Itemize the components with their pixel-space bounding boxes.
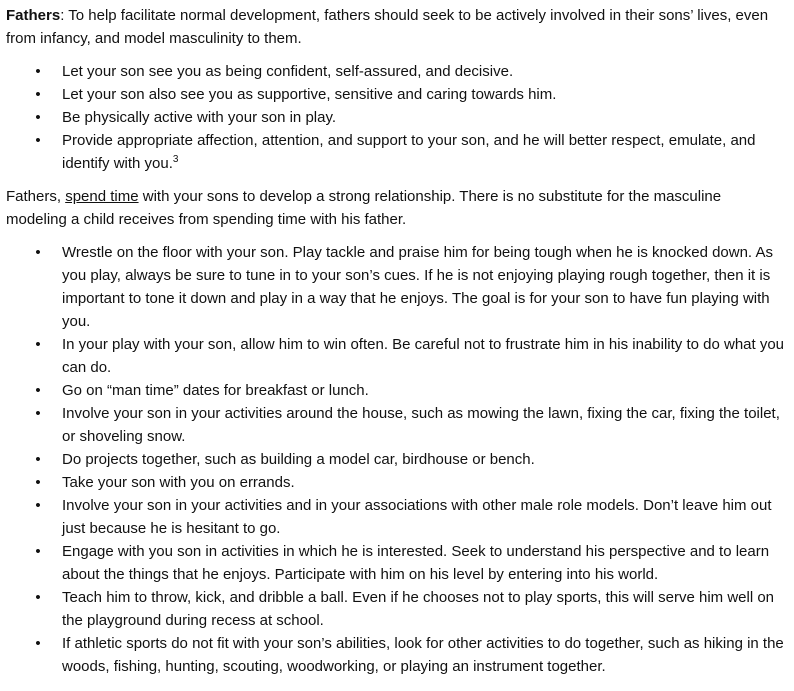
list-item-text: Do projects together, such as building a model car, birdhouse or bench. xyxy=(62,451,535,468)
list-item xyxy=(6,632,786,678)
list-item-text: Wrestle on the floor with your son. Play tackle and praise him for being tough when he is knocked down. As you play, always be sure to tune in to your son’s cues. If he is not enjoying playing rough together, then it is important to tone it down and play in a way that he enjoys. The goal is for your son to have fun playing with you. xyxy=(62,244,773,330)
list-item-text: Teach him to throw, kick, and dribble a ball. Even if he chooses not to play sports, this will serve him well on the playground during recess at school. xyxy=(62,589,775,629)
list-item xyxy=(6,540,786,586)
spend-time-after: with your sons to develop a strong relationship. There is no substitute for the masculine modeling a child receives from spending time with his father. xyxy=(6,188,722,228)
intro-text: : To help facilitate normal development, fathers should seek to be actively involved in their sons’ lives, even from infancy, and model masculinity to them. xyxy=(6,7,769,47)
bullet-list-1 xyxy=(6,60,786,175)
bullet-icon: • xyxy=(35,451,41,468)
list-item-text: Involve your son in your activities and in your associations with other male role models. Don’t leave him out just because he is hesitant to go. xyxy=(62,497,772,537)
list-item-text: Involve your son in your activities around the house, such as mowing the lawn, fixing the car, fixing the toilet, or shoveling snow. xyxy=(62,405,780,445)
bullet-icon: • xyxy=(35,497,41,514)
list-item xyxy=(6,448,786,471)
spend-time-before: Fathers, xyxy=(6,188,66,205)
bullet-icon: • xyxy=(35,86,41,103)
bullet-icon: • xyxy=(35,336,41,353)
list-item xyxy=(6,241,786,333)
intro-paragraph xyxy=(6,4,786,50)
bullet-icon: • xyxy=(35,589,41,606)
list-item xyxy=(6,494,786,540)
list-item xyxy=(6,83,786,106)
fathers-heading: Fathers xyxy=(6,7,61,24)
bullet-icon: • xyxy=(35,63,41,80)
list-item-text: In your play with your son, allow him to win often. Be careful not to frustrate him in his inability to do what you can do. xyxy=(62,336,785,376)
list-item-text: Take your son with you on errands. xyxy=(62,474,295,491)
list-item-text: Be physically active with your son in play. xyxy=(62,109,337,126)
bullet-list-2 xyxy=(6,241,786,678)
list-item-text: Provide appropriate affection, attention, and support to your son, and he will better respect, emulate, and identify with you. xyxy=(62,132,756,172)
bullet-icon: • xyxy=(35,244,41,261)
footnote-marker: 3 xyxy=(172,154,179,165)
list-item xyxy=(6,106,786,129)
list-item-text: If athletic sports do not fit with your son’s abilities, look for other activities to do together, such as hiking in the woods, fishing, hunting, scouting, woodworking, or playing an instrument together. xyxy=(62,635,784,675)
list-item xyxy=(6,333,786,379)
list-item xyxy=(6,471,786,494)
list-item xyxy=(6,379,786,402)
list-item-text: Let your son see you as being confident, self-assured, and decisive. xyxy=(62,63,514,80)
list-item xyxy=(6,402,786,448)
list-item-text: Let your son also see you as supportive, sensitive and caring towards him. xyxy=(62,86,557,103)
bullet-icon: • xyxy=(35,405,41,422)
bullet-icon: • xyxy=(35,109,41,126)
bullet-icon: • xyxy=(35,382,41,399)
list-item-text: Engage with you son in activities in which he is interested. Seek to understand his perspective and to learn about the things that he enjoys. Participate with him on his level by entering into his world. xyxy=(62,543,770,583)
list-item xyxy=(6,129,786,175)
list-item-text: Go on “man time” dates for breakfast or lunch. xyxy=(62,382,369,399)
spend-time-paragraph xyxy=(6,185,786,231)
spend-time-underlined: spend time xyxy=(65,188,139,205)
list-item xyxy=(6,60,786,83)
list-item xyxy=(6,586,786,632)
bullet-icon: • xyxy=(35,474,41,491)
bullet-icon: • xyxy=(35,132,41,149)
bullet-icon: • xyxy=(35,635,41,652)
bullet-icon: • xyxy=(35,543,41,560)
